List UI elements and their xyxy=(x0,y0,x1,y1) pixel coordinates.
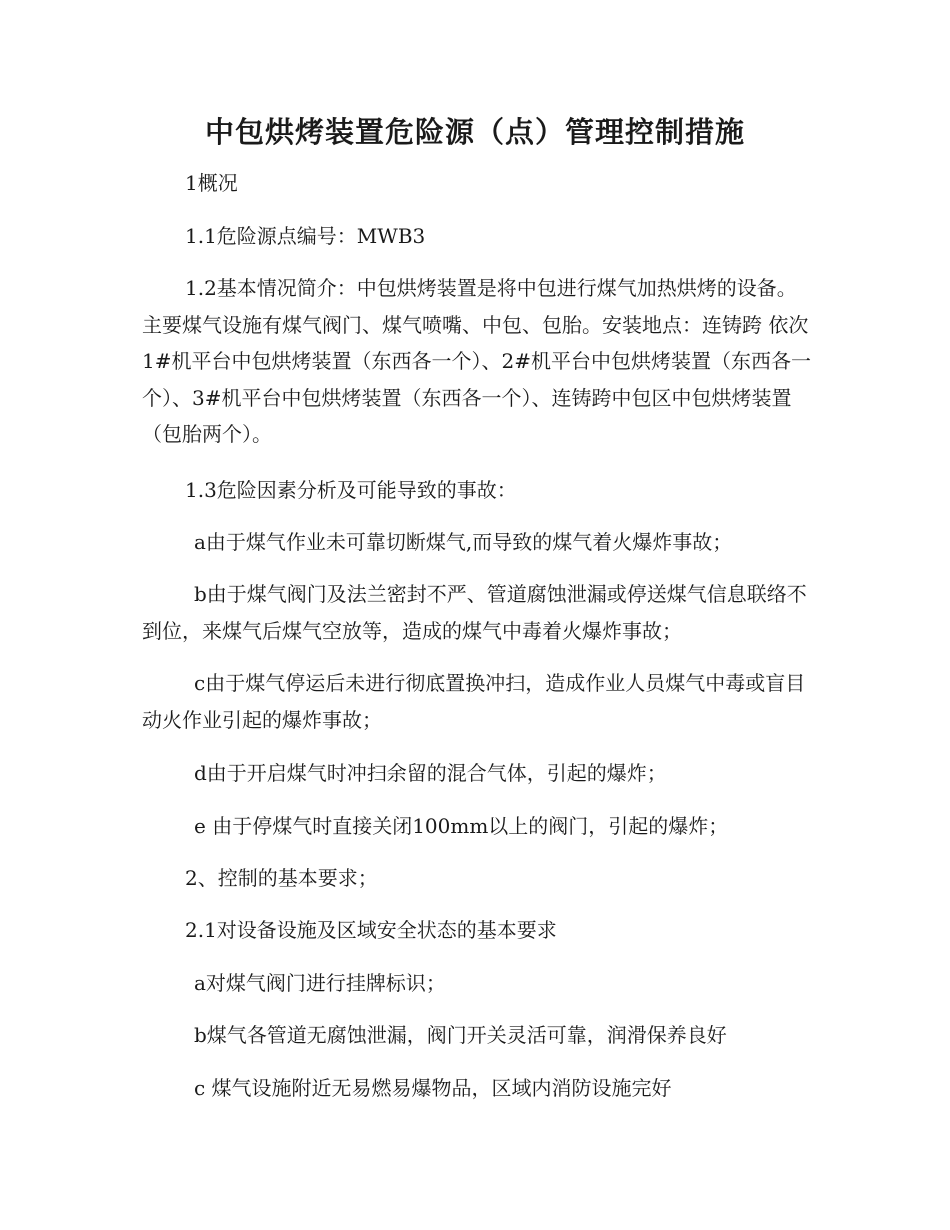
risk-item-c: c由于煤气停运后未进行彻底置换冲扫，造成作业人员煤气中毒或盲目动火作业引起的爆炸事故； xyxy=(142,671,806,732)
risk-item-b: b由于煤气阀门及法兰密封不严、管道腐蚀泄漏或停送煤气信息联络不到位，来煤气后煤气空放等，造成的煤气中毒着火爆炸事故； xyxy=(142,582,807,643)
basic-info-paragraph: 1.2基本情况简介：中包烘烤装置是将中包进行煤气加热烘烤的设备。主要煤气设施有煤气阀门、煤气喷嘴、中包、包胎。安装地点：连铸跨 依次1#机平台中包烘烤装置（东西各一个）、2#机平台中包烘烤装置（东西各一个）、3#机平台中包烘烤装置（东西各一个）、连铸跨中包区中包烘烤装置（包胎两个）。 xyxy=(142,276,811,446)
requirement-item-c: c 煤气设施附近无易燃易爆物品，区域内消防设施完好 xyxy=(194,1076,672,1100)
risk-item-d: d由于开启煤气时冲扫余留的混合气体，引起的爆炸； xyxy=(194,761,667,785)
risk-analysis-heading: 1.3危险因素分析及可能导致的事故： xyxy=(185,478,517,502)
requirements-heading: 2.1对设备设施及区域安全状态的基本要求 xyxy=(185,918,557,942)
hazard-id-paragraph: 1.1危险源点编号：MWB3 xyxy=(185,224,426,248)
section-heading-overview: 1概况 xyxy=(185,171,238,195)
section-heading-control: 2、控制的基本要求； xyxy=(185,866,378,890)
risk-item-a: a由于煤气作业未可靠切断煤气,而导致的煤气着火爆炸事故； xyxy=(194,530,733,554)
requirement-item-a: a对煤气阀门进行挂牌标识； xyxy=(194,971,446,995)
document-title: 中包烘烤装置危险源（点）管理控制措施 xyxy=(204,115,745,149)
risk-item-e: e 由于停煤气时直接关闭100mm以上的阀门，引起的爆炸； xyxy=(194,814,729,838)
requirement-item-b: b煤气各管道无腐蚀泄漏，阀门开关灵活可靠，润滑保养良好 xyxy=(194,1023,727,1047)
